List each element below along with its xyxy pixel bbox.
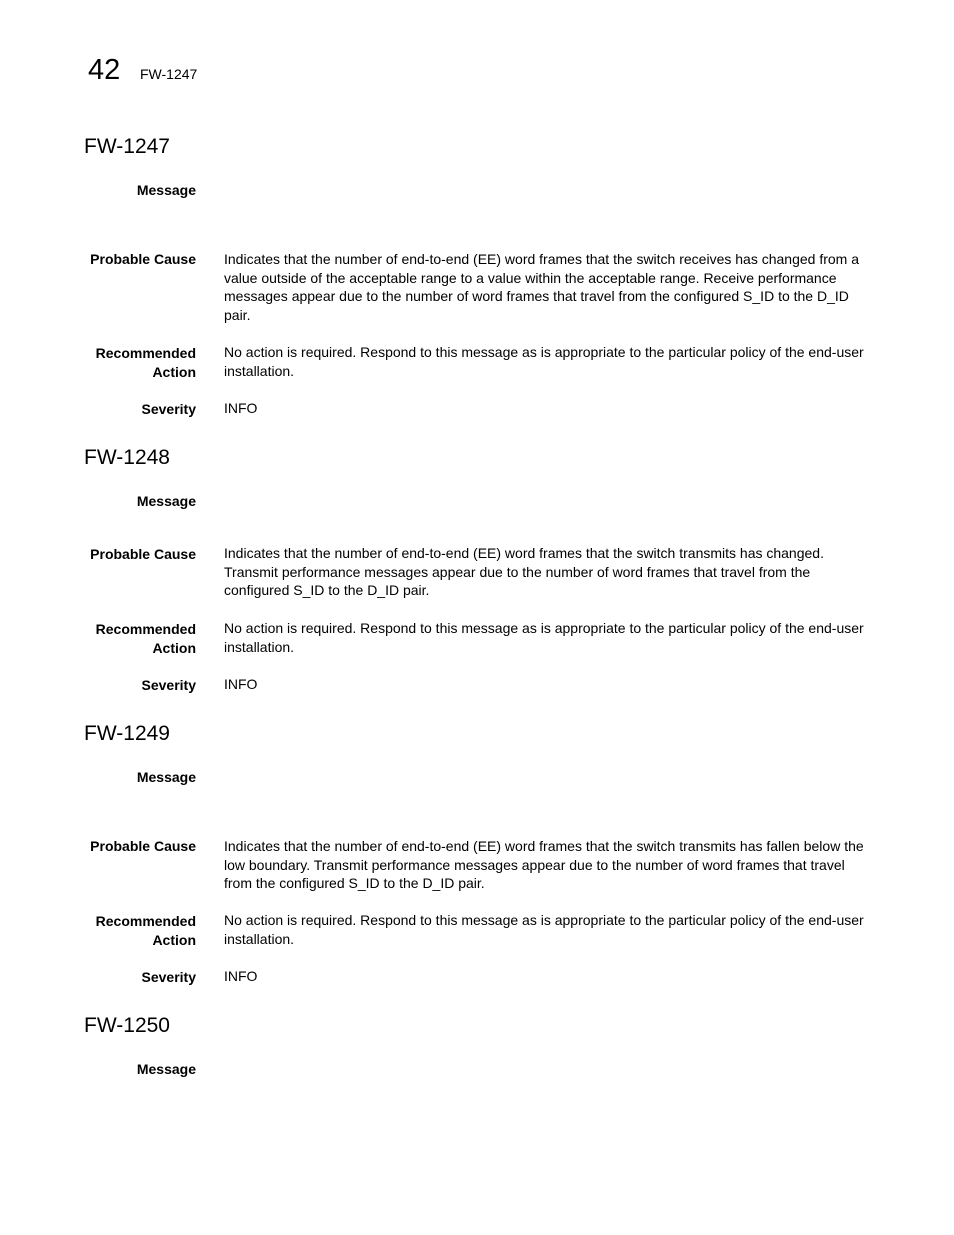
recommended-action-label bbox=[60, 344, 196, 382]
section-title: FW-1247 bbox=[84, 135, 170, 158]
recommended-label-line2: Action bbox=[152, 640, 196, 656]
probable-cause-label: Probable Cause bbox=[90, 546, 196, 562]
probable-cause-text: Indicates that the number of end-to-end (EE) word frames that the switch receives has changed from a value outside of the acceptable range to a value within the acceptable range. Receive performance messages appear due to the number of word frames that travel from the configured S_ID to the D_ID pair. bbox=[224, 251, 859, 324]
recommended-label-line1: Recommended bbox=[95, 913, 196, 929]
probable-cause-text: Indicates that the number of end-to-end (EE) word frames that the switch transmits has fallen below the low boundary. Transmit performance messages appear due to the number of word frames that travel from the configured S_ID to the D_ID pair. bbox=[224, 838, 864, 892]
recommended-action-text: No action is required. Respond to this message as is appropriate to the particular policy of the end-user installation. bbox=[224, 344, 864, 379]
recommended-action-text: No action is required. Respond to this message as is appropriate to the particular policy of the end-user installation. bbox=[224, 912, 864, 947]
severity-label: Severity bbox=[141, 677, 196, 693]
severity-value: INFO bbox=[224, 400, 258, 416]
running-title: FW-1247 bbox=[140, 66, 198, 82]
severity-label: Severity bbox=[141, 969, 196, 985]
severity-value: INFO bbox=[224, 676, 258, 692]
chapter-number: 42 bbox=[88, 54, 121, 86]
severity-label: Severity bbox=[141, 401, 196, 417]
recommended-action-label bbox=[60, 620, 196, 658]
message-label: Message bbox=[136, 769, 196, 785]
section-title: FW-1249 bbox=[84, 722, 170, 745]
message-label: Message bbox=[136, 1061, 196, 1077]
message-label: Message bbox=[136, 493, 196, 509]
section-title: FW-1248 bbox=[84, 446, 170, 469]
recommended-action-text: No action is required. Respond to this message as is appropriate to the particular policy of the end-user installation. bbox=[224, 620, 864, 655]
recommended-label-line1: Recommended bbox=[95, 345, 196, 361]
probable-cause-label: Probable Cause bbox=[90, 251, 196, 267]
message-label: Message bbox=[136, 182, 196, 198]
recommended-label-line2: Action bbox=[152, 932, 196, 948]
probable-cause-text: Indicates that the number of end-to-end (EE) word frames that the switch transmits has changed. Transmit performance messages appear due to the number of word frames that travel from the configured S_ID to the D_ID pair. bbox=[224, 545, 824, 599]
probable-cause-label: Probable Cause bbox=[90, 838, 196, 854]
severity-value: INFO bbox=[224, 968, 258, 984]
section-title: FW-1250 bbox=[84, 1014, 170, 1037]
recommended-label-line1: Recommended bbox=[95, 621, 196, 637]
recommended-action-label bbox=[60, 912, 196, 950]
recommended-label-line2: Action bbox=[152, 364, 196, 380]
